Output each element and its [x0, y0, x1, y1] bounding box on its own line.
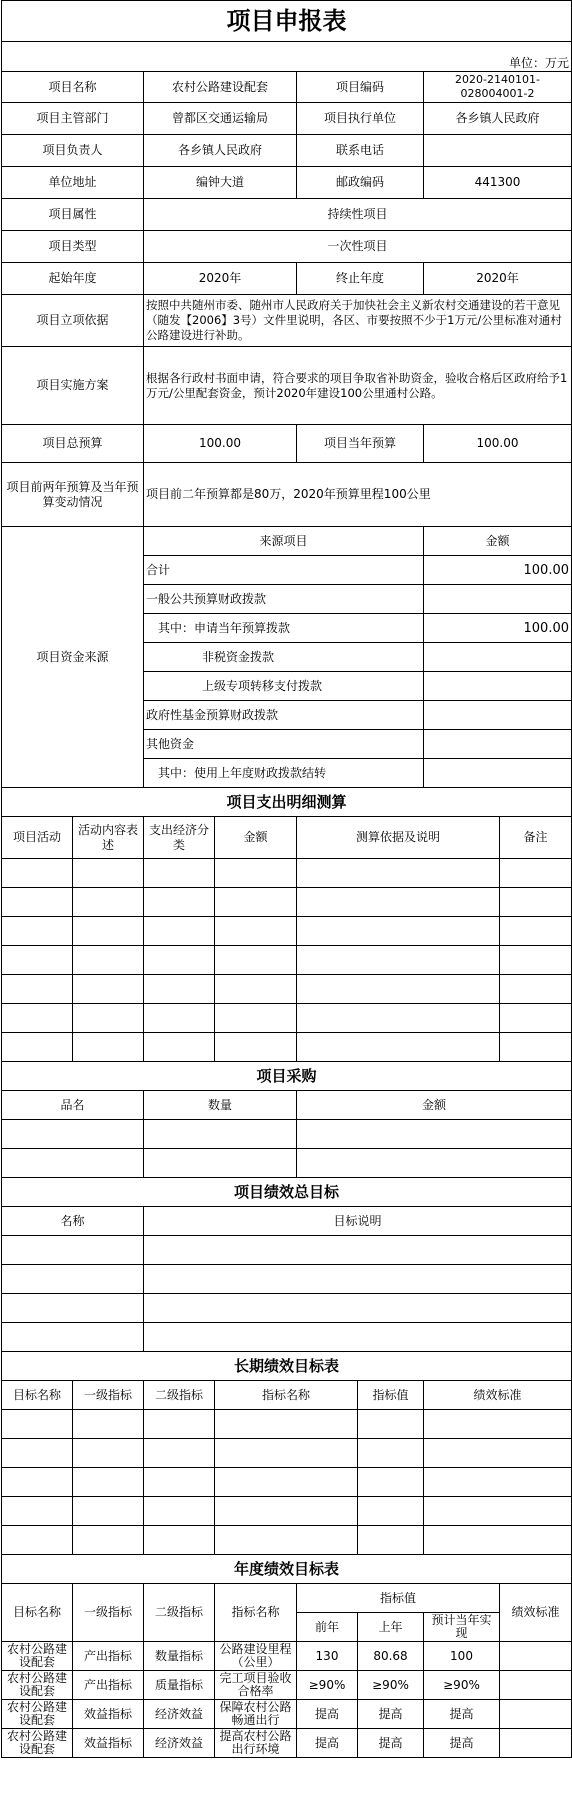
longterm-header: 目标名称 — [2, 1381, 73, 1410]
purchase-header: 金额 — [297, 1091, 572, 1120]
attribute: 持续性项目 — [144, 199, 572, 231]
fund-row-amount — [424, 643, 572, 672]
budget-change-label: 项目前两年预算及当年预算变动情况 — [2, 463, 144, 527]
annual-row — [2, 1700, 572, 1729]
annual-indicator: 保障农村公路畅通出行 — [215, 1700, 297, 1729]
expense-row — [2, 975, 572, 1004]
unit-label: 单位：万元 — [2, 42, 572, 72]
plan: 根据各行政村书面申请，符合要求的项目争取省补助资金，验收合格后区政府给予1万元/公里配套资金，预计2020年建设100公里通村公路。 — [144, 347, 572, 425]
funds-label: 项目资金来源 — [2, 527, 144, 788]
annual-v2: 80.68 — [358, 1642, 424, 1671]
annual-std — [500, 1642, 572, 1671]
annual-header: 二级指标 — [144, 1584, 215, 1642]
fund-row-amount — [424, 585, 572, 614]
start-year: 2020年 — [144, 263, 297, 295]
fund-row-name: 非税资金拨款 — [144, 643, 424, 672]
fund-row-amount: 100.00 — [424, 614, 572, 643]
expense-row — [2, 917, 572, 946]
funds-source-header: 来源项目 — [144, 527, 424, 556]
end-year-label: 终止年度 — [297, 263, 424, 295]
annual-header: 一级指标 — [73, 1584, 144, 1642]
year-budget-label: 项目当年预算 — [297, 425, 424, 463]
purchase-section-title: 项目采购 — [2, 1062, 572, 1091]
annual-v2: 提高 — [358, 1700, 424, 1729]
funds-amount-header: 金额 — [424, 527, 572, 556]
annual-row — [2, 1642, 572, 1671]
longterm-header: 指标值 — [358, 1381, 424, 1410]
annual-v2: ≥90% — [358, 1671, 424, 1700]
annual-v2: 提高 — [358, 1729, 424, 1758]
annual-v1: 提高 — [297, 1700, 358, 1729]
annual-subheader: 前年 — [297, 1613, 358, 1642]
fund-row-amount — [424, 730, 572, 759]
fund-row-amount: 100.00 — [424, 556, 572, 585]
basis: 按照中共随州市委、随州市人民政府关于加快社会主义新农村交通建设的若干意见（随发【2006】3号）文件里说明，各区、市要按照不少于1万元/公里标准对通村公路建设进行补助。 — [144, 295, 572, 347]
expense-section-title: 项目支出明细测算 — [2, 788, 572, 817]
expense-row — [2, 946, 572, 975]
annual-row — [2, 1729, 572, 1758]
total-budget-label: 项目总预算 — [2, 425, 144, 463]
annual-target: 农村公路建设配套 — [2, 1700, 73, 1729]
annual-std — [500, 1700, 572, 1729]
longterm-row — [2, 1410, 572, 1439]
annual-indicator: 提高农村公路出行环境 — [215, 1729, 297, 1758]
basis-label: 项目立项依据 — [2, 295, 144, 347]
project-name-label: 项目名称 — [2, 72, 144, 103]
annual-l2: 经济效益 — [144, 1729, 215, 1758]
budget-change: 项目前二年预算都是80万，2020年预算里程100公里 — [144, 463, 572, 527]
longterm-row — [2, 1468, 572, 1497]
annual-l1: 产出指标 — [73, 1642, 144, 1671]
longterm-header: 指标名称 — [215, 1381, 358, 1410]
expense-header: 活动内容表述 — [73, 817, 144, 859]
phone — [424, 135, 572, 167]
project-name: 农村公路建设配套 — [144, 72, 297, 103]
annual-target: 农村公路建设配套 — [2, 1729, 73, 1758]
start-year-label: 起始年度 — [2, 263, 144, 295]
longterm-row — [2, 1439, 572, 1468]
exec-unit: 各乡镇人民政府 — [424, 103, 572, 135]
address-label: 单位地址 — [2, 167, 144, 199]
fund-row-name: 其中：申请当年预算拨款 — [144, 614, 424, 643]
fund-row-name: 其中：使用上年度财政拨款结转 — [144, 759, 424, 788]
zip: 441300 — [424, 167, 572, 199]
annual-header: 绩效标准 — [500, 1584, 572, 1642]
expense-row — [2, 859, 572, 888]
annual-l1: 效益指标 — [73, 1700, 144, 1729]
annual-v1: 130 — [297, 1642, 358, 1671]
annual-std — [500, 1729, 572, 1758]
annual-subheader: 上年 — [358, 1613, 424, 1642]
fund-row-name: 上级专项转移支付拨款 — [144, 672, 424, 701]
annual-v3: 提高 — [424, 1700, 500, 1729]
perf-row — [2, 1294, 572, 1323]
expense-row — [2, 1033, 572, 1062]
expense-header: 项目活动 — [2, 817, 73, 859]
fund-row-amount — [424, 701, 572, 730]
total-budget: 100.00 — [144, 425, 297, 463]
form-title: 项目申报表 — [2, 1, 572, 42]
purchase-header: 品名 — [2, 1091, 144, 1120]
phone-label: 联系电话 — [297, 135, 424, 167]
expense-row — [2, 1004, 572, 1033]
annual-l2: 数量指标 — [144, 1642, 215, 1671]
annual-l2: 经济效益 — [144, 1700, 215, 1729]
end-year: 2020年 — [424, 263, 572, 295]
purchase-header: 数量 — [144, 1091, 297, 1120]
longterm-row — [2, 1497, 572, 1526]
fund-row-name: 一般公共预算财政拨款 — [144, 585, 424, 614]
perf-header: 名称 — [2, 1207, 144, 1236]
type-label: 项目类型 — [2, 231, 144, 263]
longterm-header: 二级指标 — [144, 1381, 215, 1410]
annual-indicator: 公路建设里程（公里） — [215, 1642, 297, 1671]
annual-subheader: 预计当年实现 — [424, 1613, 500, 1642]
attribute-label: 项目属性 — [2, 199, 144, 231]
fund-row-name: 合计 — [144, 556, 424, 585]
annual-header: 指标名称 — [215, 1584, 297, 1642]
annual-v3: ≥90% — [424, 1671, 500, 1700]
annual-v3: 100 — [424, 1642, 500, 1671]
type: 一次性项目 — [144, 231, 572, 263]
dept: 曾都区交通运输局 — [144, 103, 297, 135]
purchase-row — [2, 1120, 572, 1149]
fund-row-amount — [424, 759, 572, 788]
zip-label: 邮政编码 — [297, 167, 424, 199]
annual-v1: 提高 — [297, 1729, 358, 1758]
annual-row — [2, 1671, 572, 1700]
perf-row — [2, 1265, 572, 1294]
annual-header: 指标值 — [297, 1584, 500, 1613]
fund-row-amount — [424, 672, 572, 701]
purchase-row — [2, 1149, 572, 1178]
year-budget: 100.00 — [424, 425, 572, 463]
longterm-header: 绩效标准 — [424, 1381, 572, 1410]
address: 编钟大道 — [144, 167, 297, 199]
annual-section-title: 年度绩效目标表 — [2, 1555, 572, 1584]
annual-l1: 产出指标 — [73, 1671, 144, 1700]
perf-header: 目标说明 — [144, 1207, 572, 1236]
annual-target: 农村公路建设配套 — [2, 1642, 73, 1671]
perf-section-title: 项目绩效总目标 — [2, 1178, 572, 1207]
longterm-section-title: 长期绩效目标表 — [2, 1352, 572, 1381]
project-code: 2020-2140101-028004001-2 — [424, 72, 572, 103]
project-code-label: 项目编码 — [297, 72, 424, 103]
expense-header: 金额 — [215, 817, 297, 859]
fund-row-name: 其他资金 — [144, 730, 424, 759]
fund-row-name: 政府性基金预算财政拨款 — [144, 701, 424, 730]
perf-row — [2, 1323, 572, 1352]
annual-l2: 质量指标 — [144, 1671, 215, 1700]
dept-label: 项目主管部门 — [2, 103, 144, 135]
perf-row — [2, 1236, 572, 1265]
plan-label: 项目实施方案 — [2, 347, 144, 425]
expense-header: 测算依据及说明 — [297, 817, 500, 859]
expense-header: 备注 — [500, 817, 572, 859]
annual-indicator: 完工项目验收合格率 — [215, 1671, 297, 1700]
annual-std — [500, 1671, 572, 1700]
annual-l1: 效益指标 — [73, 1729, 144, 1758]
head-label: 项目负责人 — [2, 135, 144, 167]
expense-row — [2, 888, 572, 917]
annual-v1: ≥90% — [297, 1671, 358, 1700]
annual-header: 目标名称 — [2, 1584, 73, 1642]
longterm-row — [2, 1526, 572, 1555]
head: 各乡镇人民政府 — [144, 135, 297, 167]
longterm-header: 一级指标 — [73, 1381, 144, 1410]
exec-unit-label: 项目执行单位 — [297, 103, 424, 135]
annual-target: 农村公路建设配套 — [2, 1671, 73, 1700]
project-application-form — [1, 0, 572, 1758]
annual-v3: 提高 — [424, 1729, 500, 1758]
expense-header: 支出经济分类 — [144, 817, 215, 859]
